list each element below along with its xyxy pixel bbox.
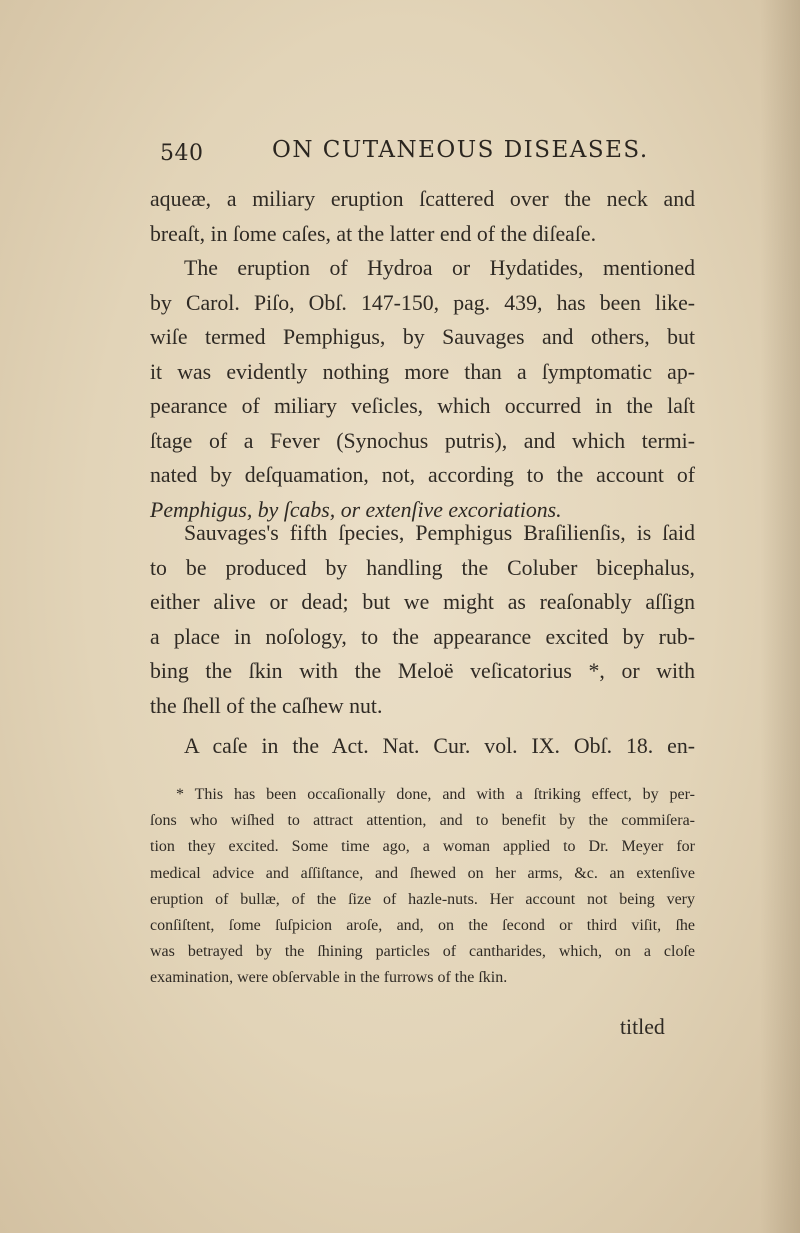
text-line: aqueæ, a miliary eruption ſcattered over the neck and [150, 187, 695, 211]
catchword: titled [620, 1015, 665, 1039]
text-line: Sauvages's fifth ſpecies, Pemphigus Braſilienſis, is ſaid [184, 521, 695, 545]
text-line: nated by deſquamation, not, according to the account of [150, 463, 695, 487]
footnote-line: ſons who wiſhed to attract attention, and to benefit by the commiſera- [150, 812, 695, 830]
text-line: ſtage of a Fever (Synochus putris), and which termi- [150, 428, 695, 453]
footnote-line: conſiſtent, ſome ſuſpicion aroſe, and, on the ſecond or third viſit, ſhe [150, 916, 695, 934]
footnote-line: examination, were obſervable in the furrows of the ſkin. [150, 969, 508, 987]
text-line: pearance of miliary veſicles, which occurred in the laſt [150, 394, 695, 418]
footnote-line: was betrayed by the ſhining particles of cantharides, which, on a cloſe [150, 943, 695, 961]
text-line: either alive or dead; but we might as reaſonably aſſign [150, 590, 695, 614]
text-line: it was evidently nothing more than a ſymptomatic ap- [150, 359, 695, 384]
page-header [160, 137, 690, 173]
text-line: The eruption of Hydroa or Hydatides, mentioned [184, 256, 695, 280]
paragraph-4 [150, 729, 695, 764]
text-line: A caſe in the Act. Nat. Cur. vol. IX. Obſ. 18. en- [184, 734, 695, 758]
text-line: by Carol. Piſo, Obſ. 147-150, pag. 439, has been like- [150, 290, 695, 315]
paragraph-1 [150, 182, 695, 251]
footnote [150, 782, 695, 992]
text-line: breaſt, in ſome caſes, at the latter end of the diſeaſe. [150, 221, 597, 246]
paragraph-2 [150, 251, 695, 527]
footnote-line: tion they excited. Some time ago, a woman applied to Dr. Meyer for [150, 838, 695, 856]
footnote-line: medical advice and aſſiſtance, and ſhewed on her arms, &c. an extenſive [150, 864, 695, 882]
text-line: a place in noſology, to the appearance excited by rub- [150, 624, 695, 649]
text-line: the ſhell of the caſhew nut. [150, 693, 383, 718]
text-line: to be produced by handling the Coluber bicephalus, [150, 555, 695, 580]
footnote-line: * This has been occaſionally done, and with a ſtriking effect, by per- [176, 786, 695, 803]
text-line: wiſe termed Pemphigus, by Sauvages and others, but [150, 325, 695, 349]
page-number: 540 [160, 141, 204, 166]
text-line: Pemphigus, by ſcabs, or extenſive excoriations. [150, 497, 562, 522]
text-line: bing the ſkin with the Meloë veſicatorius *, or with [150, 659, 695, 683]
paragraph-3 [150, 516, 695, 723]
running-head: ON CUTANEOUS DISEASES. [272, 137, 649, 163]
footnote-line: eruption of bullæ, of the ſize of hazle-nuts. Her account not being very [150, 890, 695, 908]
